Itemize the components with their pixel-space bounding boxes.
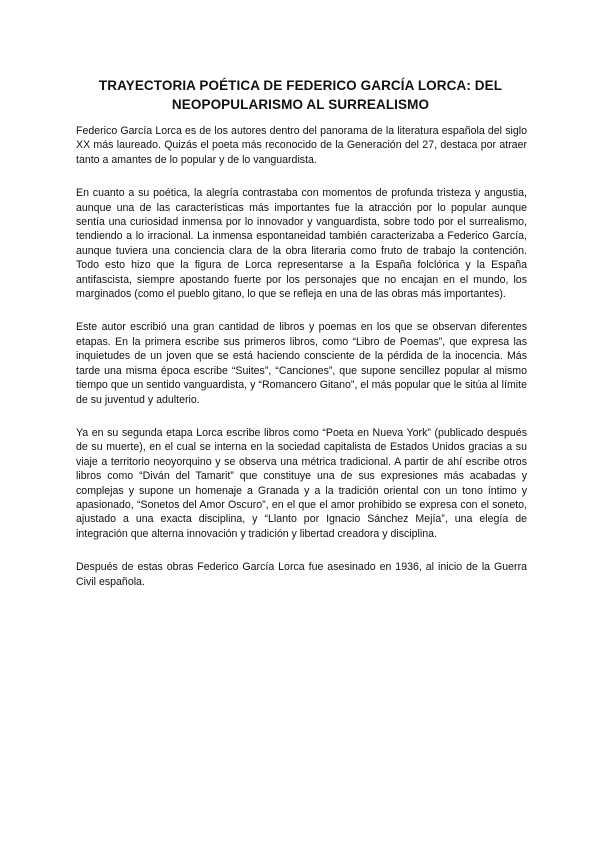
paragraph-primera-etapa: Este autor escribió una gran cantidad de libros y poemas en los que se observan diferentes etapas. En la primera escribe sus primeros libros, como “Libro de Poemas”, que expresa las inquietudes de un joven que se está haciendo consciente de la pérdida de la inocencia. Más tarde una misma época escribe “Suites”, “Canciones”, que supone sencillez popular al mismo tiempo que un sentido vanguardista, y “Romancero Gitano”, el más popular que le sitúa al límite de su juventud y adulterio. [76, 321, 527, 406]
document-body [76, 124, 527, 608]
paragraph-segunda-etapa: Ya en su segunda etapa Lorca escribe libros como “Poeta en Nueva York” (publicado después de su muerte), en el cual se interna en la sociedad capitalista de Estados Unidos gracias a su viaje a territorio neoyorquino y se observa una métrica tradicional. A partir de ahí escribe otros libros como “Diván del Tamarit” que constituye una de sus expresiones más acabadas y complejas y supone un homenaje a Granada y a la tradición oriental con un tono íntimo y apasionado, “Sonetos del Amor Oscuro”, en el que el amor prohibido se expresa con el soneto, ajustado a una exacta disciplina, y “Llanto por Ignacio Sánchez Mejía”, una elegía de integración que alterna innovación y tradición y libertad creadora y disciplina. [76, 426, 527, 540]
paragraph-poetica: En cuanto a su poética, la alegría contrastaba con momentos de profunda tristeza y angustia, aunque una de las características más importantes fue la atracción por lo popular aunque sentía una curiosidad inmensa por lo innovador y vanguardista, sobre todo por el surrealismo, tendiendo a lo irracional. La inmensa espontaneidad también caracterizaba a Federico García, aunque tuviera una conciencia clara de la obra literaria como fruto de trabajo la contención. Todo esto hizo que la figura de Lorca representarse a la España folclórica y la España antifascista, siempre apostando fuerte por los personajes que no encajan en el mundo, los marginados (como el pueblo gitano, lo que se refleja en una de las obras más importantes). [76, 187, 527, 301]
paragraph-conclusion: Después de estas obras Federico García Lorca fue asesinado en 1936, al inicio de la Guerra Civil española. [76, 561, 527, 588]
paragraph-intro: Federico García Lorca es de los autores dentro del panorama de la literatura española del siglo XX más laureado. Quizás el poeta más reconocido de la Generación del 27, destaca por atraer tanto a amantes de lo popular y de lo vanguardista. [76, 125, 527, 166]
document-title: TRAYECTORIA POÉTICA DE FEDERICO GARCÍA LORCA: DEL NEOPOPULARISMO AL SURREALISMO [98, 78, 503, 112]
